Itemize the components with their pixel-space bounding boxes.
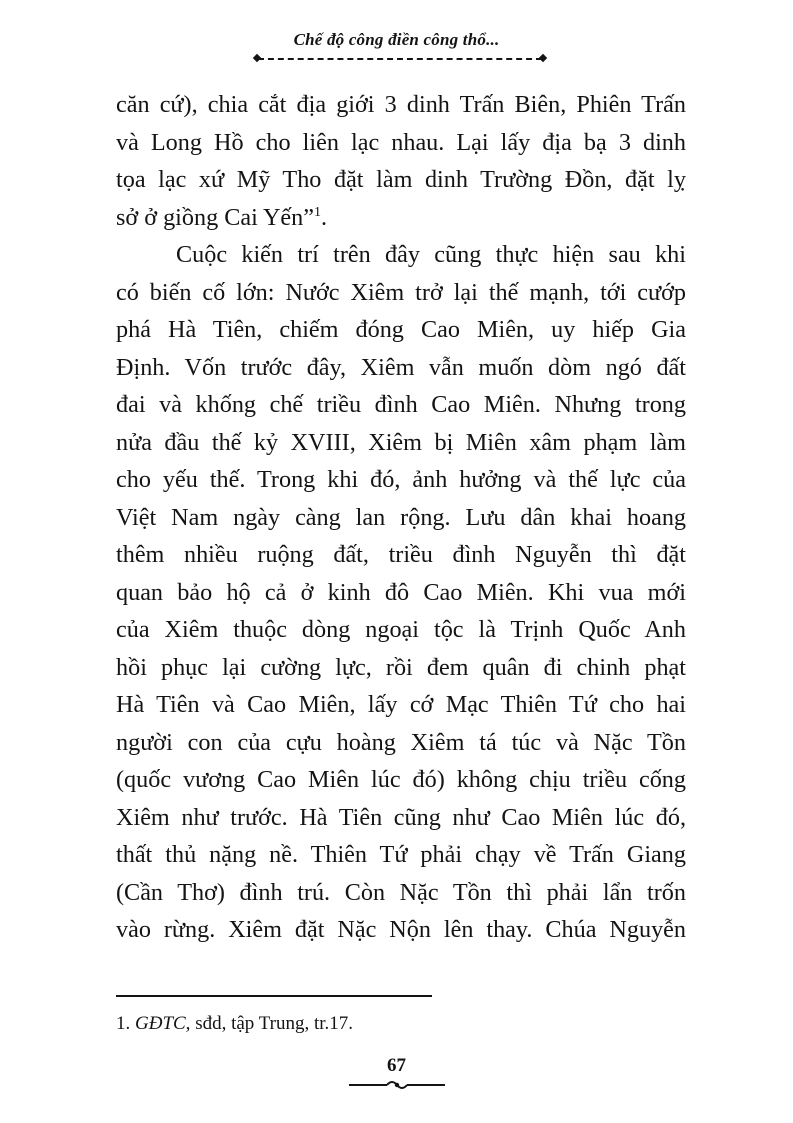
text-line: hồi phục lại cường lực, rồi đem quân đi chinh phạt — [116, 653, 686, 681]
footnote-reference: 1 — [314, 204, 321, 220]
text-line-content: sở ở giồng Cai Yến” — [116, 203, 314, 231]
page-number: 67 — [387, 1055, 406, 1076]
text-line: phá Hà Tiên, chiếm đóng Cao Miên, uy hiếp Gia — [116, 316, 686, 343]
text-line: Định. Vốn trước đây, Xiêm vẫn muốn dòm ngó đất — [116, 353, 686, 381]
text-line: của Xiêm thuộc dòng ngoại tộc là Trịnh Quốc Anh — [116, 616, 686, 643]
footnote-marker: 1. — [116, 1013, 131, 1034]
text-line: người con của cựu hoàng Xiêm tá túc và Nặc Tồn — [116, 728, 686, 756]
body-text — [116, 86, 686, 949]
sentence-period: . — [321, 203, 328, 231]
text-line: quan bảo hộ cả ở kinh đô Cao Miên. Khi vua mới — [116, 578, 686, 606]
text-line: cho yếu thế. Trong khi đó, ảnh hưởng và thế lực của — [116, 466, 686, 493]
text-line: thất thủ nặng nề. Thiên Tứ phải chạy về Trấn Giang — [116, 841, 686, 868]
text-line: căn cứ), chia cắt địa giới 3 dinh Trấn Biên, Phiên Trấn — [116, 91, 686, 118]
text-line: tọa lạc xứ Mỹ Tho đặt làm dinh Trường Đồn, đặt lỵ — [116, 166, 686, 193]
text-line: Hà Tiên và Cao Miên, lấy cớ Mạc Thiên Tứ cho hai — [116, 691, 686, 718]
text-line — [116, 199, 686, 237]
text-line: Việt Nam ngày càng lan rộng. Lưu dân khai hoang — [116, 503, 686, 531]
paragraph-first-line: Cuộc kiến trí trên đây cũng thực hiện sau khi — [176, 241, 686, 268]
text-line: nửa đầu thế kỷ XVIII, Xiêm bị Miên xâm phạm làm — [116, 428, 686, 456]
text-line: thêm nhiều ruộng đất, triều đình Nguyễn thì đặt — [116, 541, 686, 568]
text-line: có biến cố lớn: Nước Xiêm trở lại thế mạnh, tới cướp — [116, 278, 686, 306]
header-dashed-rule — [258, 58, 542, 60]
text-line: (Cần Thơ) đình trú. Còn Nặc Tồn thì phải lẩn trốn — [116, 878, 686, 906]
footnote — [116, 1012, 353, 1036]
text-line: Xiêm như trước. Hà Tiên cũng như Cao Miên lúc đó, — [116, 803, 686, 831]
text-line: vào rừng. Xiêm đặt Nặc Nộn lên thay. Chúa Nguyễn — [116, 916, 686, 943]
footnote-source: GĐTC, — [135, 1013, 191, 1034]
text-line: (quốc vương Cao Miên lúc đó) không chịu triều cống — [116, 766, 686, 793]
footnote-citation: sđd, tập Trung, tr.17. — [195, 1013, 354, 1034]
text-line: và Long Hồ cho liên lạc nhau. Lại lấy địa bạ 3 dinh — [116, 128, 686, 156]
text-line: đai và khống chế triều đình Cao Miên. Nhưng trong — [116, 391, 686, 418]
footnote-rule — [116, 995, 432, 997]
page-ornament — [347, 1078, 447, 1092]
running-title: Chế độ công điền công thổ... — [293, 30, 500, 49]
